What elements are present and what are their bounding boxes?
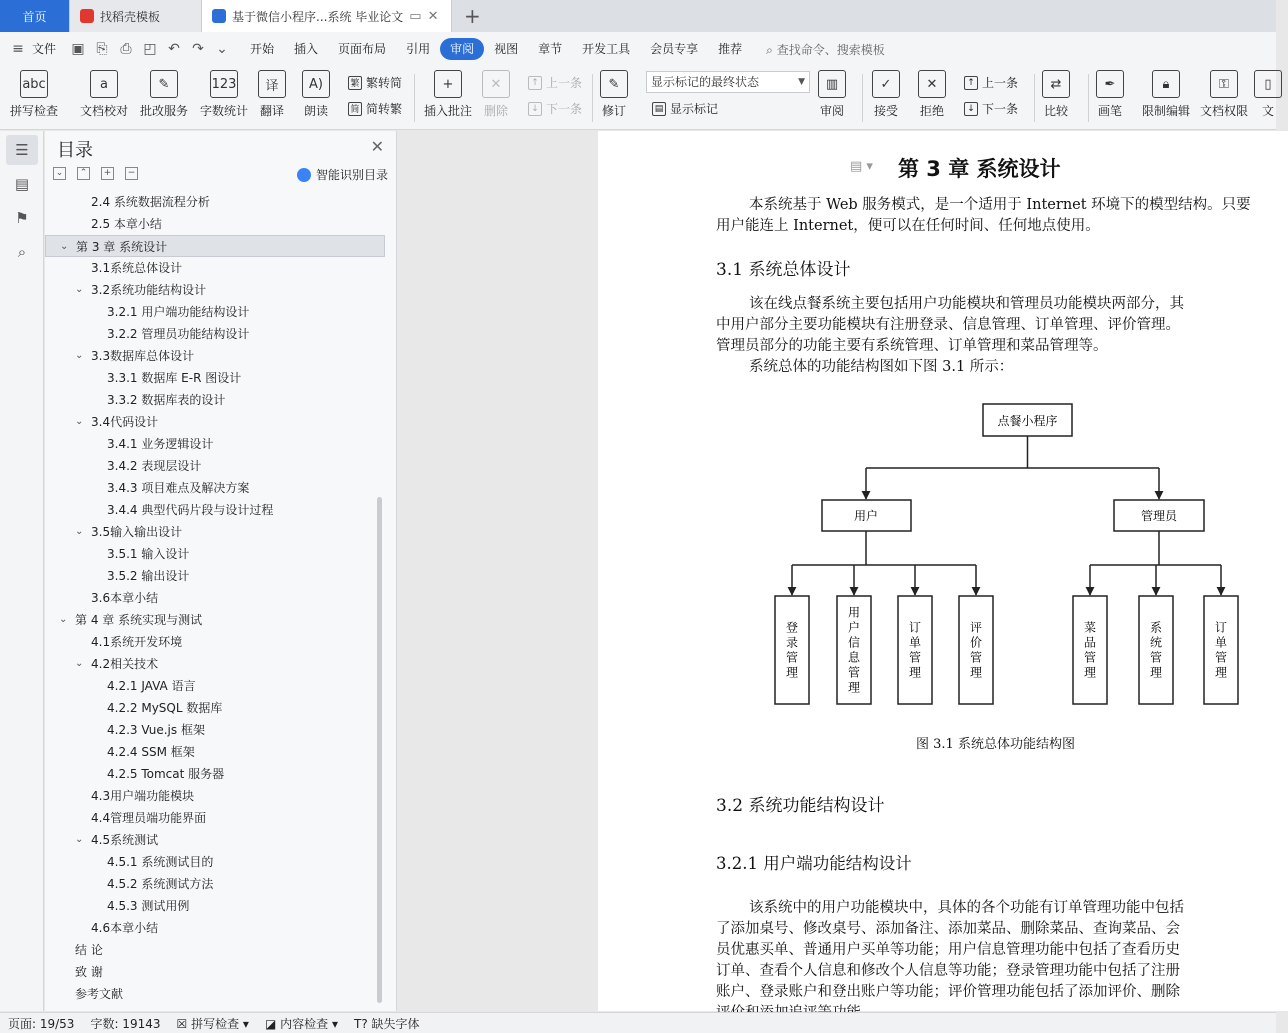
- chevron-down-icon[interactable]: ⌄: [75, 350, 84, 361]
- doc-proof-label: 文档校对: [80, 104, 129, 118]
- read-aloud-button[interactable]: [302, 70, 330, 126]
- smart-toc-button[interactable]: [297, 166, 388, 183]
- toc-item[interactable]: [45, 719, 385, 741]
- toc-item[interactable]: [45, 939, 385, 961]
- content-check-icon: ◪: [264, 1016, 277, 1031]
- save-icon[interactable]: ▣: [71, 41, 85, 57]
- doc-icon: ▯: [1254, 70, 1282, 98]
- doc-proof-icon: a: [90, 70, 118, 98]
- p321-line: 员优惠买单、普通用户买单等功能；用户信息管理功能中包括了查看历史: [716, 942, 1180, 958]
- toc-item[interactable]: [45, 785, 385, 807]
- intro-paragraph: [716, 195, 1271, 237]
- translate-button[interactable]: [258, 70, 286, 126]
- diagram-leaf-char: 管: [1214, 650, 1228, 665]
- diagram-leaf-char: 理: [1149, 665, 1163, 680]
- diagram-leaf-char: 理: [908, 665, 922, 680]
- review-pane-icon: ▥: [818, 70, 846, 98]
- toc-item[interactable]: [45, 213, 385, 235]
- toc-item-label: 3.3.1 数据库 E-R 图设计: [107, 371, 242, 385]
- tab-pin-icon[interactable]: ▭: [409, 8, 422, 24]
- document-area[interactable]: [398, 131, 1276, 1011]
- diagram-root-label: 点餐小程序: [997, 414, 1058, 428]
- p321-line: 了添加桌号、修改桌号、添加备注、添加菜品、删除菜品、查询菜品、会: [716, 921, 1180, 937]
- review-pane-button[interactable]: [818, 70, 846, 126]
- reject-label: 拒绝: [919, 104, 944, 118]
- new-tab-icon[interactable]: +: [464, 4, 481, 28]
- review-pane-label: 审阅: [819, 104, 844, 118]
- toc-item-label: 3.1系统总体设计: [91, 261, 183, 275]
- search-icon: ⌕: [766, 42, 773, 57]
- diagram-leaf-char: 录: [785, 635, 799, 650]
- comment-plus-icon: +: [434, 70, 462, 98]
- diagram-leaf-char: 价: [969, 635, 983, 650]
- simp-to-trad-label: 简转繁: [366, 102, 403, 116]
- toc-item[interactable]: [45, 279, 385, 301]
- ribbon-divider: [862, 74, 863, 122]
- menu-chapter[interactable]: 章节: [538, 42, 563, 56]
- diagram-admin-node: [1114, 500, 1204, 531]
- function-structure-diagram: [598, 391, 1288, 831]
- comment-delete-icon: ✕: [482, 70, 510, 98]
- toc-item-label: 2.4 系统数据流程分析: [91, 195, 210, 209]
- diagram-leaf-char: 登: [785, 620, 799, 635]
- toc-item-label: 3.5.2 输出设计: [107, 569, 190, 583]
- trad-to-simp-button[interactable]: [348, 74, 402, 91]
- toc-scrollbar[interactable]: [377, 497, 382, 1003]
- next-change-icon: ↓: [964, 102, 978, 116]
- revise-label: 修订: [601, 104, 626, 118]
- add-heading-icon[interactable]: +: [101, 167, 114, 180]
- toc-item-label: 4.5系统测试: [91, 833, 159, 847]
- hamburger-icon[interactable]: ≡: [12, 41, 24, 57]
- diagram-leaf-char: 户: [847, 620, 861, 635]
- status-content-label: 内容检查: [280, 1016, 329, 1031]
- p321-line: 订单、查看个人信息和修改个人信息等功能；登录管理功能中包括了注册: [716, 963, 1180, 979]
- toc-item-label: 3.2.2 管理员功能结构设计: [107, 327, 250, 341]
- toc-item-label: 4.3用户端功能模块: [91, 789, 195, 803]
- toc-item[interactable]: [45, 829, 385, 851]
- doc-rights-button[interactable]: [1200, 70, 1248, 126]
- command-search[interactable]: [766, 41, 885, 58]
- toc-item-label: 结 论: [75, 943, 103, 957]
- batch-service-icon: ✎: [150, 70, 178, 98]
- tab-bar: [0, 0, 1276, 32]
- toc-item[interactable]: [45, 191, 385, 213]
- ribbon-divider: [1034, 74, 1035, 122]
- toc-item-label: 4.6本章小结: [91, 921, 159, 935]
- toc-item[interactable]: [45, 983, 385, 1005]
- doc-rights-label: 文档权限: [1200, 104, 1249, 118]
- diagram-leaf-node: [775, 596, 809, 704]
- toc-item[interactable]: [45, 895, 385, 917]
- toc-item-label: 4.2.3 Vue.js 框架: [107, 723, 205, 737]
- prev-change-button[interactable]: [964, 74, 1018, 91]
- p31-line: 管理员部分的功能主要有系统管理、订单管理和菜品管理等。: [716, 338, 1108, 354]
- tab-template-label: 找稻壳模板: [100, 9, 161, 24]
- reject-icon: ✕: [918, 70, 946, 98]
- translate-label: 翻译: [259, 104, 284, 118]
- word-count-icon: 123: [210, 70, 238, 98]
- prev-comment-label: 上一条: [546, 76, 583, 90]
- smart-toc-label: 智能识别目录: [315, 168, 388, 182]
- pen-icon: ✒: [1096, 70, 1124, 98]
- trad-simp-icon: 繁: [348, 76, 362, 90]
- intro-line: 本系统基于 Web 服务模式，是一个适用于 Internet 环境下的模型结构。只要: [749, 197, 1251, 213]
- tab-document-label: 基于微信小程序...系统 毕业论文: [232, 9, 404, 24]
- toc-item-label: 4.2.1 JAVA 语言: [107, 679, 196, 693]
- toc-item[interactable]: [45, 653, 385, 675]
- accept-icon: ✓: [872, 70, 900, 98]
- menu-file[interactable]: 文件: [32, 42, 57, 56]
- chapter-nav-icon[interactable]: ▤: [14, 175, 30, 193]
- menu-bar: [0, 32, 1276, 66]
- remove-heading-icon[interactable]: −: [125, 167, 138, 180]
- diagram-leaf-char: 单: [1214, 635, 1228, 650]
- tab-template[interactable]: [70, 0, 202, 32]
- intro-line: 用户能连上 Internet，便可以在任何时间、任何地点使用。: [716, 218, 1100, 234]
- word-count-indicator[interactable]: 字数: 19143: [90, 1016, 161, 1031]
- diagram-leaf-node: [1139, 596, 1173, 704]
- diagram-leaf-node: [1073, 596, 1107, 704]
- lock-icon: 🔒︎: [1152, 70, 1180, 98]
- p321-line: 账户、登录账户和登出账户等功能；评价管理功能包括了添加评价、删除: [716, 984, 1180, 1000]
- toc-item-label: 3.4.3 项目难点及解决方案: [107, 481, 250, 495]
- compare-button[interactable]: [1042, 70, 1070, 126]
- chevron-down-icon[interactable]: ⌄: [75, 658, 84, 669]
- doc-proof-button[interactable]: [80, 70, 128, 126]
- search-icon[interactable]: ⌕: [17, 243, 27, 261]
- toc-item-label: 4.5.1 系统测试目的: [107, 855, 214, 869]
- diagram-user-node: [822, 500, 911, 531]
- more-ribbon-label: 文: [1261, 104, 1274, 118]
- batch-service-button[interactable]: [140, 70, 188, 126]
- diagram-leaf-char: 管: [908, 650, 922, 665]
- toc-item[interactable]: [45, 763, 385, 785]
- command-search-text: 查找命令、搜索模板: [776, 42, 885, 57]
- toc-item[interactable]: [45, 477, 385, 499]
- next-change-label: 下一条: [982, 102, 1019, 116]
- translate-icon: 译: [258, 70, 286, 98]
- toc-item[interactable]: [45, 323, 385, 345]
- insert-comment-button[interactable]: [424, 70, 472, 126]
- diagram-leaf-char: 管: [785, 650, 799, 665]
- wps-writer-icon: [212, 9, 226, 23]
- chevron-down-icon[interactable]: ⌄: [75, 526, 84, 537]
- diagram-leaf-node: [898, 596, 932, 704]
- toc-item-label: 4.5.3 测试用例: [107, 899, 190, 913]
- toc-item[interactable]: [45, 873, 385, 895]
- diagram-leaf-char: 品: [1083, 635, 1097, 650]
- batch-service-label: 批改服务: [140, 104, 189, 118]
- diagram-user-label: 用户: [853, 509, 879, 523]
- menu-layout[interactable]: 页面布局: [338, 42, 387, 56]
- restrict-edit-button[interactable]: [1142, 70, 1190, 126]
- diagram-leaf-char: 息: [847, 650, 861, 665]
- spell-check-button[interactable]: [10, 70, 58, 126]
- toc-item-label: 3.4.4 典型代码片段与设计过程: [107, 503, 274, 517]
- toc-item[interactable]: [45, 675, 385, 697]
- spell-check-label: 拼写检查: [10, 104, 59, 118]
- revise-button[interactable]: [600, 70, 628, 126]
- tab-document[interactable]: [202, 0, 452, 32]
- prev-change-icon: ↑: [964, 76, 978, 90]
- more-ribbon-button[interactable]: [1260, 70, 1276, 126]
- reject-button[interactable]: [918, 70, 946, 126]
- diagram-leaf-char: 管: [1149, 650, 1163, 665]
- next-comment-label: 下一条: [546, 102, 583, 116]
- menu-review[interactable]: 审阅: [440, 38, 484, 60]
- toc-item[interactable]: [45, 807, 385, 829]
- diagram-leaf-char: 管: [847, 665, 861, 680]
- diagram-leaf-node: [959, 596, 993, 704]
- toc-item[interactable]: [45, 521, 385, 543]
- toc-item-label: 4.4管理员端功能界面: [91, 811, 207, 825]
- section-3-1-heading: 3.1 系统总体设计: [716, 260, 851, 280]
- toc-item[interactable]: [45, 565, 385, 587]
- diagram-leaf-char: 订: [908, 620, 922, 635]
- print-preview-icon[interactable]: ◰: [143, 41, 157, 57]
- toc-item-label: 4.1系统开发环境: [91, 635, 183, 649]
- pen-label: 画笔: [1097, 104, 1122, 118]
- restrict-edit-label: 限制编辑: [1142, 104, 1191, 118]
- toc-item[interactable]: [45, 697, 385, 719]
- toc-item-label: 3.2.1 用户端功能结构设计: [107, 305, 250, 319]
- undo-icon[interactable]: ↶: [168, 41, 180, 57]
- compare-label: 比较: [1043, 104, 1068, 118]
- doc-rights-icon: ⚿: [1210, 70, 1238, 98]
- toc-item[interactable]: [45, 587, 385, 609]
- next-comment-button[interactable]: [528, 100, 582, 117]
- tab-close-icon[interactable]: ✕: [427, 8, 439, 24]
- menu-start[interactable]: 开始: [250, 42, 275, 56]
- print-icon[interactable]: ⎙: [120, 41, 132, 57]
- p31-line: 系统总体的功能结构图如下图 3.1 所示：: [749, 359, 1014, 375]
- ai-icon: [297, 168, 311, 182]
- word-count-label: 字数统计: [200, 104, 249, 118]
- chevron-down-icon[interactable]: ⌄: [75, 416, 84, 427]
- ribbon-divider: [414, 74, 415, 122]
- diagram-leaf-char: 用: [847, 605, 861, 620]
- diagram-leaf-char: 菜: [1083, 620, 1097, 635]
- diagram-leaf-char: 管: [969, 650, 983, 665]
- prev-comment-button[interactable]: [528, 74, 582, 91]
- docer-logo-icon: [80, 9, 94, 23]
- toc-pane-icon[interactable]: ☰: [6, 135, 38, 165]
- diagram-leaf-char: 理: [1214, 665, 1228, 680]
- figure-caption: 图 3.1 系统总体功能结构图: [916, 737, 1075, 752]
- toc-item-label: 3.6本章小结: [91, 591, 159, 605]
- toc-item-label: 3.4.2 表现层设计: [107, 459, 202, 473]
- toc-list: [45, 191, 385, 1005]
- diagram-leaf-node: [837, 596, 871, 704]
- menu-reference[interactable]: 引用: [406, 42, 431, 56]
- diagram-leaf-char: 管: [1083, 650, 1097, 665]
- toc-title: 目录: [57, 140, 93, 161]
- tab-home-label: 首页: [22, 9, 47, 24]
- diagram-leaf-char: 订: [1214, 620, 1228, 635]
- chevron-down-icon[interactable]: ⌄: [75, 284, 84, 295]
- page-options-icon[interactable]: ▤ ▾: [850, 159, 873, 174]
- toc-item-label: 2.5 本章小结: [91, 217, 162, 231]
- p321-line: 该系统中的用户功能模块中，具体的各个功能有订单管理功能中包括: [749, 900, 1184, 916]
- read-aloud-label: 朗读: [303, 104, 328, 118]
- diagram-leaf-char: 系: [1149, 620, 1163, 635]
- toc-item[interactable]: [45, 411, 385, 433]
- delete-comment-button[interactable]: [482, 70, 510, 126]
- spell-check-icon: abc: [20, 70, 48, 98]
- toc-item[interactable]: [45, 851, 385, 873]
- toc-item[interactable]: [45, 917, 385, 939]
- diagram-leaf-node: [1204, 596, 1238, 704]
- word-count-button[interactable]: [200, 70, 248, 126]
- toc-item-label: 3.3.2 数据库表的设计: [107, 393, 226, 407]
- quick-access-more-icon[interactable]: ⌄: [216, 41, 228, 57]
- read-aloud-icon: A): [302, 70, 330, 98]
- section-3-2-1-heading: 3.2.1 用户端功能结构设计: [716, 854, 912, 873]
- chapter-title: 第 3 章 系统设计: [898, 157, 1061, 181]
- diagram-root-node: [983, 404, 1072, 436]
- status-bar: [0, 1012, 1276, 1033]
- diagram-leaf-char: 理: [785, 665, 799, 680]
- diagram-leaf-char: 统: [1149, 635, 1163, 650]
- accept-button[interactable]: [872, 70, 900, 126]
- toc-item[interactable]: [45, 499, 385, 521]
- markup-state-select[interactable]: [646, 71, 810, 93]
- export-icon[interactable]: ⎘: [96, 41, 108, 57]
- toc-item-label: 3.4.1 业务逻辑设计: [107, 437, 214, 451]
- toc-item[interactable]: [45, 345, 385, 367]
- compare-icon: ⇄: [1042, 70, 1070, 98]
- toc-item-label: 4.5.2 系统测试方法: [107, 877, 214, 891]
- toc-item[interactable]: [45, 257, 385, 279]
- diagram-leaf-char: 单: [908, 635, 922, 650]
- toc-item[interactable]: [45, 609, 385, 631]
- page-indicator[interactable]: 页面: 19/53: [8, 1016, 75, 1031]
- collapse-all-icon[interactable]: ⌄: [53, 167, 66, 180]
- toc-item[interactable]: [45, 235, 385, 257]
- document-page[interactable]: [598, 131, 1288, 1011]
- diagram-leaf-char: 理: [969, 665, 983, 680]
- toc-item[interactable]: [45, 389, 385, 411]
- toc-item-label: 4.2.2 MySQL 数据库: [107, 701, 223, 715]
- status-spell-check[interactable]: ☒ 拼写检查 ▾: [176, 1016, 249, 1031]
- toc-item-label: 参考文献: [75, 987, 124, 1001]
- toc-item-label: 第 3 章 系统设计: [76, 240, 168, 254]
- toc-item[interactable]: [45, 301, 385, 323]
- toc-item-label: 3.4代码设计: [91, 415, 159, 429]
- ribbon-divider: [1088, 74, 1089, 122]
- expand-all-icon[interactable]: ⌃: [77, 167, 90, 180]
- toc-item[interactable]: [45, 543, 385, 565]
- p31-line: 该在线点餐系统主要包括用户功能模块和管理员功能模块两部分，其: [749, 296, 1184, 312]
- tab-home[interactable]: [0, 0, 70, 32]
- missing-font-icon: T?: [353, 1016, 368, 1031]
- status-spell-label: 拼写检查: [191, 1016, 240, 1031]
- chevron-down-icon[interactable]: ⌄: [60, 241, 69, 252]
- bookmark-icon[interactable]: ⚑: [15, 209, 29, 227]
- menu-insert[interactable]: 插入: [294, 42, 319, 56]
- track-changes-icon: ✎: [600, 70, 628, 98]
- next-change-button[interactable]: [964, 100, 1018, 117]
- status-missing-font[interactable]: [354, 1015, 420, 1032]
- menu-member[interactable]: 会员专享: [650, 42, 699, 56]
- chevron-down-icon[interactable]: ⌄: [75, 834, 84, 845]
- section-3-2-1-paragraph: [716, 898, 1271, 1024]
- status-content-check[interactable]: ◪ 内容检查 ▾: [264, 1016, 338, 1031]
- insert-comment-label: 插入批注: [424, 104, 473, 118]
- menu-view[interactable]: 视图: [494, 42, 519, 56]
- diagram-leaf-char: 理: [847, 680, 861, 695]
- menu-developer[interactable]: 开发工具: [582, 42, 631, 56]
- toc-item-label: 第 4 章 系统实现与测试: [75, 613, 203, 627]
- toc-item[interactable]: [45, 433, 385, 455]
- toc-item[interactable]: [45, 741, 385, 763]
- nav-icon-strip: [0, 131, 44, 1011]
- spell-check-status-icon: ☒: [176, 1016, 188, 1031]
- close-icon[interactable]: ✕: [370, 137, 384, 156]
- review-ribbon: [0, 66, 1276, 130]
- toc-item-label: 4.2.4 SSM 框架: [107, 745, 195, 759]
- show-markup-label: 显示标记: [670, 102, 719, 116]
- diagram-admin-label: 管理员: [1140, 509, 1178, 523]
- simp-to-trad-button[interactable]: [348, 100, 402, 117]
- toc-item-label: 3.2系统功能结构设计: [91, 283, 207, 297]
- markup-state-value: 显示标记的最终状态: [651, 75, 760, 89]
- toc-item-label: 3.5.1 输入设计: [107, 547, 190, 561]
- section-3-1-paragraph: [716, 294, 1271, 378]
- simp-trad-icon: 简: [348, 102, 362, 116]
- section-3-2-heading: 3.2 系统功能结构设计: [716, 796, 885, 816]
- toc-item[interactable]: [45, 367, 385, 389]
- toc-item[interactable]: [45, 631, 385, 653]
- toc-item-label: 3.3数据库总体设计: [91, 349, 195, 363]
- status-missing-font-label: 缺失字体: [371, 1016, 420, 1031]
- toc-item-label: 3.5输入输出设计: [91, 525, 183, 539]
- toc-item[interactable]: [45, 961, 385, 983]
- trad-to-simp-label: 繁转简: [366, 76, 403, 90]
- toc-item-label: 4.2相关技术: [91, 657, 159, 671]
- menu-recommend[interactable]: 推荐: [718, 42, 743, 56]
- accept-label: 接受: [873, 104, 898, 118]
- show-markup-button[interactable]: [652, 100, 718, 117]
- diagram-leaf-char: 评: [969, 620, 983, 635]
- prev-comment-icon: ↑: [528, 76, 542, 90]
- chevron-down-icon: ▼: [798, 77, 805, 87]
- toc-item-label: 4.2.5 Tomcat 服务器: [107, 767, 225, 781]
- toc-item-label: 致 谢: [75, 965, 103, 979]
- show-markup-icon: ▤: [652, 102, 666, 116]
- chevron-down-icon[interactable]: ⌄: [59, 614, 68, 625]
- diagram-leaves: [775, 596, 1238, 704]
- diagram-leaf-char: 信: [847, 635, 861, 650]
- prev-change-label: 上一条: [982, 76, 1019, 90]
- toc-item[interactable]: [45, 455, 385, 477]
- delete-comment-label: 删除: [483, 104, 508, 118]
- p31-line: 中用户部分主要功能模块有注册登录、信息管理、订单管理、评价管理。: [716, 317, 1180, 333]
- diagram-leaf-char: 理: [1083, 665, 1097, 680]
- next-comment-icon: ↓: [528, 102, 542, 116]
- pen-button[interactable]: [1096, 70, 1124, 126]
- ribbon-divider: [592, 74, 593, 122]
- toc-panel: [45, 131, 397, 1011]
- redo-icon[interactable]: ↷: [192, 41, 204, 57]
